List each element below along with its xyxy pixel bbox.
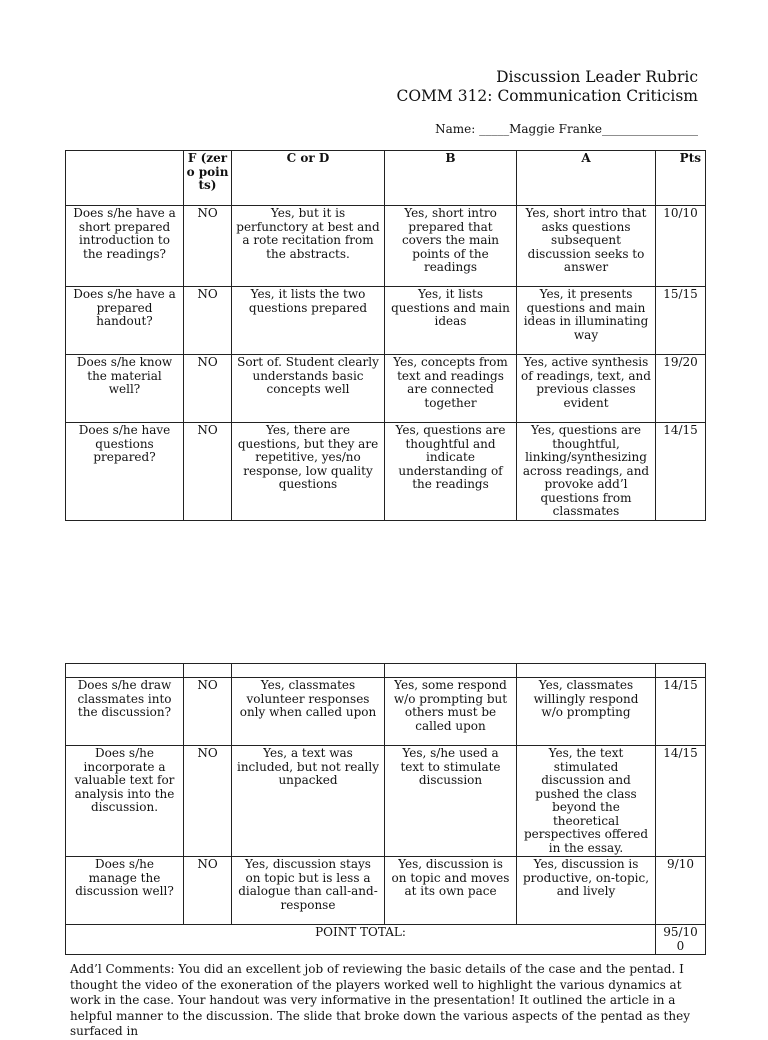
pts-cell: 14/15: [656, 746, 706, 857]
table-row: [66, 355, 706, 423]
rubric-title: Discussion Leader Rubric: [496, 68, 698, 86]
f-cell: NO: [184, 423, 232, 521]
header-row: [66, 151, 706, 206]
b-cell: Yes, s/he used a text to stimulate discussion: [385, 746, 517, 857]
cd-cell: Yes, discussion stays on topic but is less a dialogue than call-and-response: [232, 857, 385, 925]
rubric-title-block: [396, 68, 698, 106]
cd-cell: Sort of. Student clearly understands basic concepts well: [232, 355, 385, 423]
pts-cell: 14/15: [656, 678, 706, 746]
header-a: A: [517, 151, 656, 206]
blank-header-row: [66, 664, 706, 678]
a-cell: Yes, active synthesis of readings, text, and previous classes evident: [517, 355, 656, 423]
f-cell: NO: [184, 206, 232, 287]
point-total-label: POINT TOTAL:: [66, 925, 656, 955]
header-b: B: [385, 151, 517, 206]
table-row: [66, 746, 706, 857]
b-cell: Yes, questions are thoughtful and indicate understanding of the readings: [385, 423, 517, 521]
criterion-cell: Does s/he know the material well?: [66, 355, 184, 423]
criterion-cell: Does s/he draw classmates into the discussion?: [66, 678, 184, 746]
table-row: [66, 678, 706, 746]
cd-cell: Yes, but it is perfunctory at best and a rote recitation from the abstracts.: [232, 206, 385, 287]
table-row: [66, 287, 706, 355]
criterion-cell: Does s/he incorporate a valuable text for analysis into the discussion.: [66, 746, 184, 857]
a-cell: Yes, short intro that asks questions subsequent discussion seeks to answer: [517, 206, 656, 287]
pts-cell: 19/20: [656, 355, 706, 423]
header-criteria: [66, 151, 184, 206]
a-cell: Yes, discussion is productive, on-topic, and lively: [517, 857, 656, 925]
cd-cell: Yes, there are questions, but they are repetitive, yes/no response, low quality questions: [232, 423, 385, 521]
a-cell: Yes, questions are thoughtful, linking/synthesizing across readings, and provoke add’l questions from classmates: [517, 423, 656, 521]
total-row: [66, 925, 706, 955]
rubric-table-bottom: [65, 663, 706, 955]
cd-cell: Yes, a text was included, but not really unpacked: [232, 746, 385, 857]
a-cell: Yes, the text stimulated discussion and pushed the class beyond the theoretical perspectives offered in the essay.: [517, 746, 656, 857]
pts-cell: 15/15: [656, 287, 706, 355]
b-cell: Yes, it lists questions and main ideas: [385, 287, 517, 355]
criterion-cell: Does s/he manage the discussion well?: [66, 857, 184, 925]
additional-comments: Add’l Comments: You did an excellent job of reviewing the basic details of the case and the pentad. I thought the video of the exoneration of the players worked well to highlight the various dynamics at work in the case. Your handout was very informative in the presentation! It outlined the article in a helpful manner to the discussion. The slide that broke down the various aspects of the pentad as they surfaced in: [70, 962, 690, 1038]
b-cell: Yes, concepts from text and readings are connected together: [385, 355, 517, 423]
a-cell: Yes, it presents questions and main ideas in illuminating way: [517, 287, 656, 355]
table-row: [66, 857, 706, 925]
b-cell: Yes, discussion is on topic and moves at its own pace: [385, 857, 517, 925]
header-pts: Pts: [656, 151, 706, 206]
table-row: [66, 423, 706, 521]
f-cell: NO: [184, 857, 232, 925]
course-title: COMM 312: Communication Criticism: [396, 87, 698, 105]
f-cell: NO: [184, 746, 232, 857]
rubric-table-top: [65, 150, 706, 521]
header-cd: C or D: [232, 151, 385, 206]
point-total-value: 95/100: [656, 925, 706, 955]
criterion-cell: Does s/he have questions prepared?: [66, 423, 184, 521]
a-cell: Yes, classmates willingly respond w/o prompting: [517, 678, 656, 746]
cd-cell: Yes, classmates volunteer responses only when called upon: [232, 678, 385, 746]
f-cell: NO: [184, 355, 232, 423]
b-cell: Yes, some respond w/o prompting but others must be called upon: [385, 678, 517, 746]
pts-cell: 10/10: [656, 206, 706, 287]
cd-cell: Yes, it lists the two questions prepared: [232, 287, 385, 355]
header-f: F (zero points): [184, 151, 232, 206]
criterion-cell: Does s/he have a short prepared introduction to the readings?: [66, 206, 184, 287]
pts-cell: 14/15: [656, 423, 706, 521]
f-cell: NO: [184, 678, 232, 746]
table-row: [66, 206, 706, 287]
criterion-cell: Does s/he have a prepared handout?: [66, 287, 184, 355]
f-cell: NO: [184, 287, 232, 355]
b-cell: Yes, short intro prepared that covers the main points of the readings: [385, 206, 517, 287]
student-name-line: Name: _____Maggie Franke________________: [435, 122, 698, 136]
pts-cell: 9/10: [656, 857, 706, 925]
